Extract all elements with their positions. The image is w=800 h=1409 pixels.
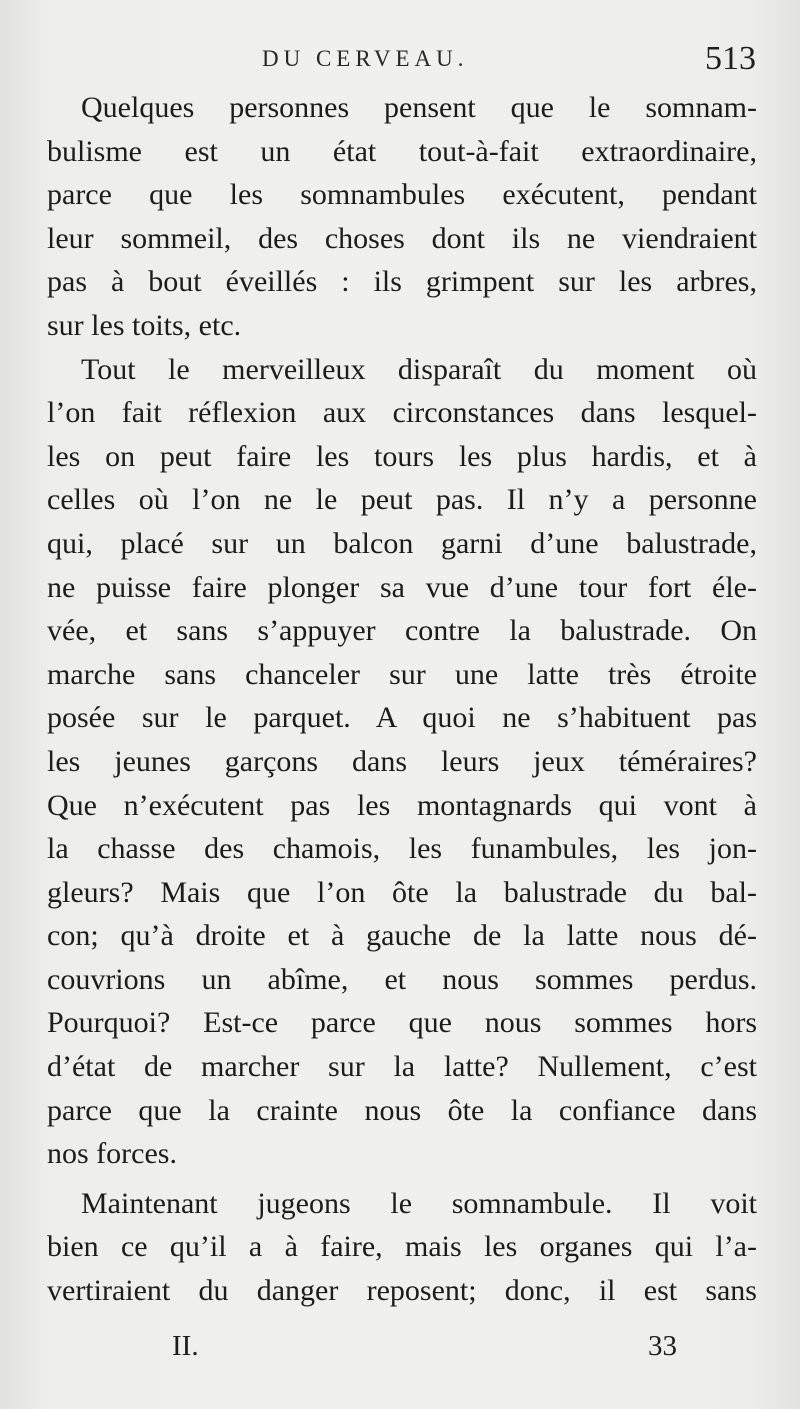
- text-line: qui, placé sur un balcon garni d’une balustrade,: [47, 526, 757, 560]
- paragraph: [47, 348, 757, 1176]
- text-line: ne puisse faire plonger sa vue d’une tour fort éle-: [47, 570, 757, 604]
- text-line: la chasse des chamois, les funambules, les jon-: [47, 832, 757, 866]
- text-line: bien ce qu’il a à faire, mais les organes qui l’a-: [47, 1230, 757, 1264]
- signature-mark: II.: [172, 1330, 199, 1362]
- text-line: Tout le merveilleux disparaît du moment où: [81, 352, 757, 386]
- body-text: [47, 86, 757, 1313]
- signature-number: 33: [648, 1330, 677, 1362]
- text-line: l’on fait réflexion aux circonstances dans lesquel-: [47, 396, 757, 430]
- text-line: Quelques personnes pensent que le somnam-: [81, 91, 757, 124]
- text-line: Maintenant jugeons le somnambule. Il voit: [81, 1186, 757, 1220]
- text-line: pas à bout éveillés : ils grimpent sur les arbres,: [47, 265, 757, 299]
- text-line: vertiraient du danger reposent; donc, il est sans: [47, 1274, 757, 1308]
- text-line: parce que les somnambules exécutent, pendant: [47, 178, 757, 212]
- text-line: Que n’exécutent pas les montagnards qui vont à: [47, 788, 757, 822]
- text-line: leur sommeil, des choses dont ils ne viendraient: [47, 221, 757, 255]
- paragraph: [47, 86, 757, 348]
- text-line: marche sans chanceler sur une latte très étroite: [47, 657, 757, 691]
- text-line: gleurs? Mais que l’on ôte la balustrade du bal-: [47, 875, 757, 909]
- text-line: vée, et sans s’appuyer contre la balustrade. On: [47, 614, 757, 648]
- text-line: sur les toits, etc.: [47, 308, 242, 342]
- text-line: Pourquoi? Est-ce parce que nous sommes hors: [47, 1006, 757, 1040]
- text-line: posée sur le parquet. A quoi ne s’habituent pas: [47, 701, 757, 735]
- text-line: con; qu’à droite et à gauche de la latte nous dé-: [47, 919, 757, 953]
- text-line: parce que la crainte nous ôte la confiance dans: [47, 1093, 757, 1127]
- text-line: les on peut faire les tours les plus hardis, et à: [47, 439, 757, 473]
- text-line: d’état de marcher sur la latte? Nullement, c’est: [47, 1050, 757, 1084]
- page-number: 513: [705, 40, 756, 77]
- text-line: celles où l’on ne le peut pas. Il n’y a personne: [47, 483, 757, 517]
- page-footer: [0, 1330, 800, 1380]
- text-line: les jeunes garçons dans leurs jeux téméraires?: [47, 744, 757, 778]
- text-line: nos forces.: [47, 1137, 177, 1171]
- running-head: DU CERVEAU.: [262, 46, 469, 71]
- text-line: couvrions un abîme, et nous sommes perdus.: [47, 962, 757, 996]
- paragraph: [47, 1182, 757, 1313]
- text-line: bulisme est un état tout-à-fait extraordinaire,: [47, 134, 757, 168]
- page-header: [0, 40, 800, 90]
